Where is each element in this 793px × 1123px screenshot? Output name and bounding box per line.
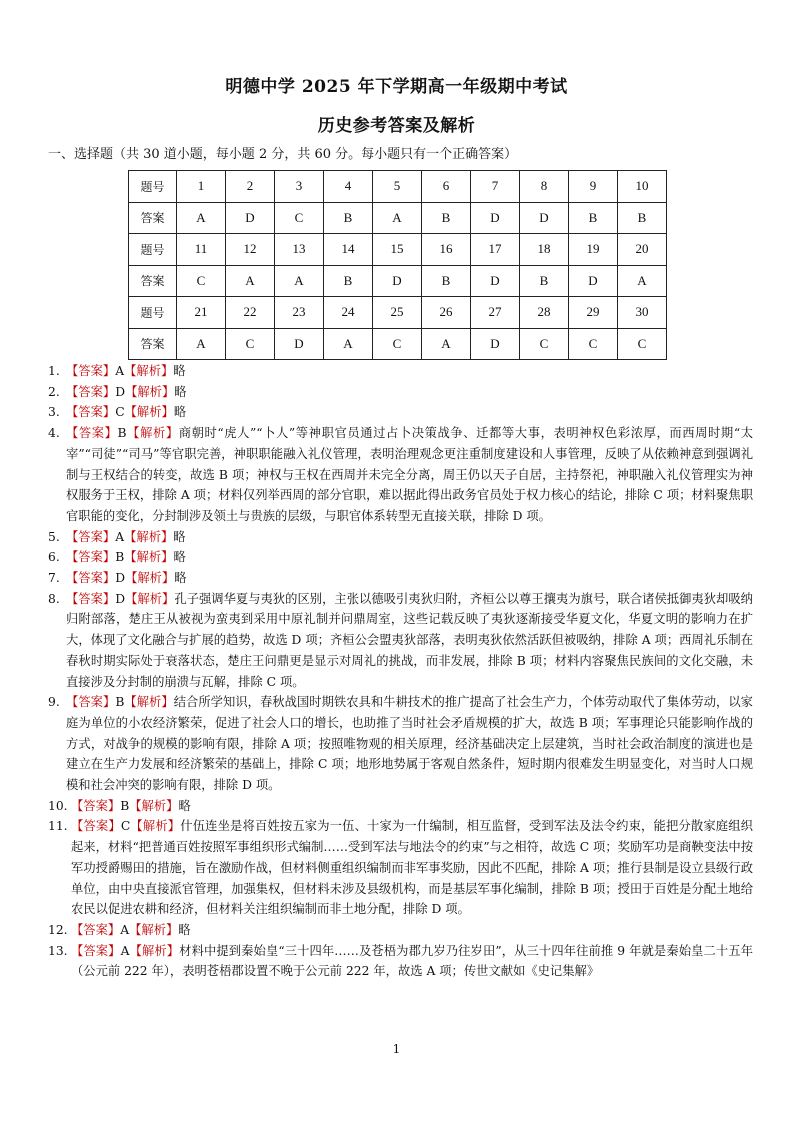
answer-cell: B [618, 202, 667, 234]
item-body [71, 816, 753, 920]
question-number-cell: 29 [569, 297, 618, 329]
item-body [66, 527, 753, 548]
list-item [48, 589, 753, 693]
item-analysis: 略 [173, 364, 186, 378]
analysis-tag: 【解析】 [125, 571, 175, 586]
item-body [71, 920, 753, 941]
answer-tag: 【答案】 [66, 405, 116, 420]
item-answer: A [115, 364, 125, 378]
analysis-tag: 【解析】 [124, 550, 174, 565]
item-body [66, 402, 753, 423]
analysis-tag: 【解析】 [124, 695, 174, 710]
table-row-answers [129, 265, 667, 297]
answer-cell: D [226, 202, 275, 234]
answer-cell: A [324, 328, 373, 360]
analysis-tag: 【解析】 [125, 591, 175, 606]
question-number-cell: 6 [422, 171, 471, 203]
question-number-cell: 23 [275, 297, 324, 329]
item-number: 13. [48, 943, 68, 958]
item-body [66, 589, 753, 693]
answer-cell: C [177, 265, 226, 297]
item-analysis: 略 [174, 384, 187, 399]
question-number-cell: 14 [324, 234, 373, 266]
answer-table [128, 170, 667, 360]
item-answer: A [120, 943, 130, 958]
item-number: 5. [48, 529, 60, 544]
answer-tag: 【答案】 [66, 426, 118, 441]
page-number: 1 [392, 1042, 401, 1056]
item-number: 1. [48, 364, 60, 378]
answer-tag: 【答案】 [71, 922, 121, 937]
question-number-cell: 17 [471, 234, 520, 266]
answer-tag: 【答案】 [71, 798, 121, 813]
question-number-cell: 3 [275, 171, 324, 203]
item-answer: B [117, 426, 127, 441]
item-number: 8. [48, 591, 60, 606]
item-answer: B [115, 695, 125, 710]
item-number: 7. [48, 571, 60, 586]
answer-cell: A [275, 265, 324, 297]
list-item [48, 941, 753, 982]
question-number-cell: 20 [618, 234, 667, 266]
table-row-answers [129, 328, 667, 360]
row-label-answer: 答案 [129, 328, 177, 360]
question-number-cell: 2 [226, 171, 275, 203]
answer-cell: C [275, 202, 324, 234]
answer-cell: D [373, 265, 422, 297]
list-item [48, 692, 753, 796]
list-item [48, 816, 753, 920]
list-item [48, 423, 753, 527]
question-number-cell: 5 [373, 171, 422, 203]
answer-cell: B [324, 202, 373, 234]
item-analysis: 略 [178, 922, 191, 937]
answer-tag: 【答案】 [66, 384, 116, 399]
question-number-cell: 15 [373, 234, 422, 266]
table-row-numbers [129, 297, 667, 329]
question-number-cell: 4 [324, 171, 373, 203]
question-number-cell: 26 [422, 297, 471, 329]
answer-tag: 【答案】 [66, 695, 116, 710]
answer-cell: D [471, 328, 520, 360]
question-number-cell: 28 [520, 297, 569, 329]
list-item [48, 568, 753, 589]
question-number-cell: 10 [618, 171, 667, 203]
item-number: 3. [48, 405, 60, 420]
item-analysis: 略 [174, 571, 187, 586]
answer-tag: 【答案】 [66, 571, 116, 586]
analysis-tag: 【解析】 [129, 922, 179, 937]
item-number: 11. [48, 819, 68, 834]
item-analysis: 材料中提到秦始皇“三十四年……及苍梧为郡九岁乃往岁田”，从三十四年往前推 9 年就是秦始皇二十五年（公元前 222 年），表明苍梧郡设置不晚于公元前 222 年，故选 A 项；传世文献如《史记集解》 [71, 943, 753, 979]
answer-cell: A [226, 265, 275, 297]
analysis-tag: 【解析】 [129, 943, 180, 958]
question-number-cell: 13 [275, 234, 324, 266]
analysis-tag: 【解析】 [125, 384, 175, 399]
item-body [71, 941, 753, 982]
section-heading: 一、选择题（共 30 道小题，每小题 2 分，共 60 分。每小题只有一个正确答案） [48, 147, 518, 162]
item-answer: C [115, 405, 125, 420]
item-body [66, 423, 753, 527]
list-item [48, 547, 753, 568]
answer-cell: C [569, 328, 618, 360]
answer-tag: 【答案】 [66, 529, 116, 544]
item-answer: A [120, 922, 130, 937]
item-body [71, 796, 753, 817]
item-answer: C [120, 819, 131, 834]
answer-cell: A [177, 202, 226, 234]
answer-cell: C [373, 328, 422, 360]
question-number-cell: 22 [226, 297, 275, 329]
analysis-tag: 【解析】 [124, 405, 174, 420]
analysis-tag: 【解析】 [126, 426, 179, 441]
row-label-question: 题号 [129, 297, 177, 329]
answer-cell: C [520, 328, 569, 360]
answer-cell: B [520, 265, 569, 297]
answer-cell: A [422, 328, 471, 360]
item-analysis: 略 [173, 550, 186, 565]
item-analysis: 孔子强调华夏与夷狄的区别，主张以德吸引夷狄归附，齐桓公以尊王攘夷为旗号，联合诸侯抵御夷狄却吸纳归附部落，楚庄王从被视为蛮夷到采用中原礼制并问鼎周室，这些记载反映了夷狄逐渐接受华夏文化，华夏文明的影响力在扩大，体现了文化融合与扩展的趋势，故选 D 项；齐桓公会盟夷狄部落，表明夷狄依然活跃但被吸纳，排除 A 项；西周礼乐制在春秋时期实际处于衰落状态，楚庄王问鼎更是显示对周礼的挑战，而非发展，排除 B 项；材料内容聚焦民族间的文化交融，未直接涉及分封制的崩溃与瓦解，排除 C 项。 [66, 591, 753, 689]
question-number-cell: 21 [177, 297, 226, 329]
item-body [66, 361, 753, 382]
item-analysis: 什伍连坐是将百姓按五家为一伍、十家为一什编制，相互监督，受到军法及法令约束，能把分散家庭组织起来，材料“把普通百姓按照军事组织形式编制……受到军法与地法令的约束”与之相符，故选 C 项；奖励军功是商鞅变法中按军功授爵赐田的措施，旨在激励作战，但材料侧重组织编制而非军事奖励，因此不匹配，排除 A 项；推行县制是设立县级行政单位，由中央直接派官管理，加强集权，但材料未涉及县级机构，而是基层军事化编制，排除 B 项；授田于百姓是分配土地给农民以促进农耕和经济，但材料关注组织编制而非土地分配，排除 D 项。 [71, 819, 753, 917]
item-answer: B [115, 550, 125, 565]
list-item [48, 527, 753, 548]
list-item [48, 796, 753, 817]
analysis-tag: 【解析】 [130, 819, 181, 834]
item-number: 6. [48, 550, 60, 565]
list-item [48, 402, 753, 423]
answer-list [48, 361, 753, 982]
answer-tag: 【答案】 [71, 943, 121, 958]
item-analysis: 结合所学知识，春秋战国时期铁农具和牛耕技术的推广提高了社会生产力，个体劳动取代了集体劳动，以家庭为单位的小农经济繁荣，促进了社会人口的增长，也助推了当时社会矛盾规模的扩大，故选 B 项；军事理论只能影响作战的方式，对战争的规模的影响有限，排除 A 项；按照唯物观的相关原理，经济基础决定上层建筑，当时社会政治制度的演进也是建立在生产力发展和经济繁荣的基础上，排除 C 项；地形地势属于客观自然条件，短时期内很难发生明显变化，对当时人口规模和社会冲突的影响有限，排除 D 项。 [66, 695, 753, 793]
answer-cell: A [373, 202, 422, 234]
answer-cell: C [618, 328, 667, 360]
row-label-answer: 答案 [129, 202, 177, 234]
question-number-cell: 27 [471, 297, 520, 329]
item-answer: D [115, 571, 126, 586]
answer-tag: 【答案】 [71, 819, 121, 834]
item-number: 4. [48, 426, 60, 441]
exam-subtitle: 历史参考答案及解析 [317, 116, 476, 136]
answer-tag: 【答案】 [66, 550, 116, 565]
question-number-cell: 24 [324, 297, 373, 329]
item-number: 2. [48, 384, 60, 399]
item-answer: A [115, 529, 125, 544]
answer-cell: A [618, 265, 667, 297]
analysis-tag: 【解析】 [124, 364, 174, 378]
answer-cell: D [520, 202, 569, 234]
item-answer: D [115, 591, 126, 606]
question-number-cell: 30 [618, 297, 667, 329]
question-number-cell: 18 [520, 234, 569, 266]
item-number: 12. [48, 922, 68, 937]
list-item [48, 382, 753, 403]
row-label-question: 题号 [129, 171, 177, 203]
table-row-numbers [129, 171, 667, 203]
answer-cell: B [422, 202, 471, 234]
table-row-numbers [129, 234, 667, 266]
item-body [66, 547, 753, 568]
question-number-cell: 1 [177, 171, 226, 203]
item-analysis: 略 [178, 798, 191, 813]
item-analysis: 商朝时“虎人”“卜人”等神职官员通过占卜决策战争、迁都等大事，表明神权色彩浓厚，而西周时期“太宰”“司徒”“司马”等官职完善，神职职能融入礼仪管理，表明治理观念更注重制度建设和人事管理，反映了从依赖神意到强调礼制与王权结合的转变，故选 B 项；神权与王权在西周并未完全分离，周王仍以天子自居，主持祭祀，神职融入礼仪管理实为神权服务于王权，排除 A 项；材料仅列举西周的部分官职，难以据此得出政务官员处于权力核心的结论，排除 C 项；材料聚焦职官职能的变化，分封制涉及领土与贵族的层级，与职官体系转型无直接关联，排除 D 项。 [66, 426, 753, 523]
answer-tag: 【答案】 [66, 364, 116, 378]
item-analysis: 略 [173, 405, 187, 420]
answer-cell: B [569, 202, 618, 234]
item-body [66, 382, 753, 403]
question-number-cell: 11 [177, 234, 226, 266]
question-number-cell: 8 [520, 171, 569, 203]
answer-cell: D [275, 328, 324, 360]
analysis-tag: 【解析】 [124, 529, 174, 544]
list-item [48, 920, 753, 941]
answer-cell: C [226, 328, 275, 360]
answer-cell: B [324, 265, 373, 297]
question-number-cell: 19 [569, 234, 618, 266]
list-item [48, 361, 753, 382]
question-number-cell: 9 [569, 171, 618, 203]
table-row-answers [129, 202, 667, 234]
item-body [66, 692, 753, 796]
row-label-answer: 答案 [129, 265, 177, 297]
answer-cell: A [177, 328, 226, 360]
item-answer: D [115, 384, 126, 399]
answer-cell: B [422, 265, 471, 297]
item-answer: B [120, 798, 130, 813]
question-number-cell: 12 [226, 234, 275, 266]
item-number: 9. [48, 695, 60, 710]
analysis-tag: 【解析】 [129, 798, 179, 813]
answer-cell: D [471, 202, 520, 234]
question-number-cell: 16 [422, 234, 471, 266]
exam-title: 明德中学 2025 年下学期高一年级期中考试 [225, 77, 568, 97]
question-number-cell: 7 [471, 171, 520, 203]
item-body [66, 568, 753, 589]
answer-tag: 【答案】 [66, 591, 116, 606]
answer-cell: D [569, 265, 618, 297]
row-label-question: 题号 [129, 234, 177, 266]
item-analysis: 略 [173, 529, 186, 544]
item-number: 10. [48, 798, 68, 813]
question-number-cell: 25 [373, 297, 422, 329]
answer-cell: D [471, 265, 520, 297]
